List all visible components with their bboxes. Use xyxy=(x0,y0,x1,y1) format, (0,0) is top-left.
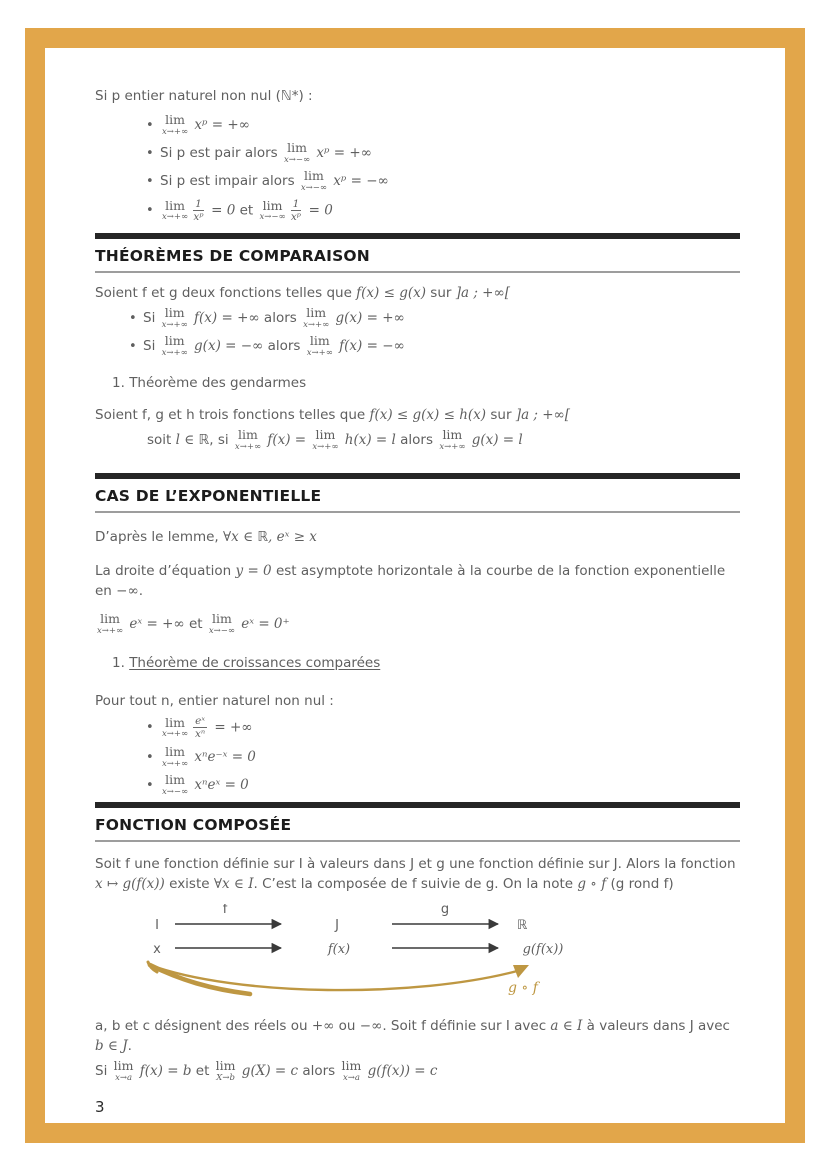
limit-expression xyxy=(162,714,189,740)
text-run: alors xyxy=(395,432,438,449)
paragraph xyxy=(95,527,740,547)
math-run: xⁿe⁻ˣ = 0 xyxy=(190,749,256,766)
limit-subscript: x→−∞ xyxy=(208,625,235,636)
math-run: −∞ xyxy=(116,583,139,600)
bullet-glyph: • xyxy=(146,720,154,736)
fraction-numerator: 1 xyxy=(292,198,300,210)
fraction-denominator: xᵖ xyxy=(290,211,302,224)
text-run: Si xyxy=(143,338,160,355)
math-run: x ↦ g(f(x)) xyxy=(95,876,165,893)
bullet-glyph: • xyxy=(146,145,154,161)
limit-word: lim xyxy=(211,611,232,627)
limit-word: lim xyxy=(164,333,185,349)
text-run: soit xyxy=(147,432,176,449)
gof-label: g ∘ f xyxy=(508,980,538,997)
text-run: Soient f, g et h trois fonctions telles que xyxy=(95,407,370,424)
math-run: ]a ; +∞[ xyxy=(455,285,511,302)
set-I-label: I xyxy=(155,918,159,934)
limit-word: lim xyxy=(165,197,185,213)
limit-word: lim xyxy=(165,772,185,788)
text-run: sur xyxy=(426,285,456,302)
limit-expression xyxy=(307,335,333,357)
limit-subscript: x→a xyxy=(115,1072,133,1083)
math-run: = 0 xyxy=(304,202,333,219)
paragraph xyxy=(95,1016,740,1056)
bullet-content xyxy=(160,746,740,768)
math-run: xᵖ = −∞ xyxy=(329,173,389,189)
bullet-item xyxy=(146,746,740,768)
math-run: f(x) ≤ g(x) xyxy=(356,285,426,302)
limit-subscript: x→+∞ xyxy=(162,758,189,769)
math-run: ∀x ∈ ℝ, eˣ ≥ x xyxy=(223,529,317,546)
math-run: xᵖ = +∞ xyxy=(312,145,372,161)
bullet-content xyxy=(160,198,740,223)
bullet-item xyxy=(129,335,740,357)
fraction xyxy=(193,715,207,740)
limit-subscript: x→−∞ xyxy=(284,154,311,165)
math-run: g(x) = +∞ xyxy=(331,310,405,327)
bullet-item xyxy=(146,715,740,740)
limit-word: lim xyxy=(165,112,185,127)
text-run: Si p est impair alors xyxy=(160,173,299,189)
math-run: ∀x ∈ I xyxy=(213,876,254,893)
math-line xyxy=(95,1060,740,1082)
bullet-item xyxy=(146,774,740,796)
text-run: existe xyxy=(164,876,214,893)
limit-word: lim xyxy=(262,197,283,213)
limit-word: lim xyxy=(315,427,336,443)
limit-word: lim xyxy=(165,744,185,760)
bullet-content xyxy=(160,114,740,136)
limit-expression xyxy=(97,613,123,635)
text-run: alors xyxy=(298,1063,340,1080)
numbered-item xyxy=(95,653,740,673)
text-run: D’après le lemme, xyxy=(95,529,224,546)
bullet-content xyxy=(160,142,740,164)
text-run: Si xyxy=(143,310,160,327)
fx-label: f(x) xyxy=(327,942,351,958)
text-run: Si xyxy=(95,1063,112,1080)
section-top-bar xyxy=(95,473,740,479)
set-J-label: J xyxy=(335,918,339,934)
limit-subscript: x→−∞ xyxy=(300,182,328,193)
math-run: l ∈ ℝ xyxy=(175,432,210,449)
limit-word: lim xyxy=(304,168,324,183)
text-run: a, b et c désignent des réels ou xyxy=(95,1018,312,1035)
limit-subscript: x→+∞ xyxy=(312,441,339,452)
limit-expression xyxy=(303,307,329,329)
limit-expression xyxy=(162,774,188,796)
section-rule xyxy=(95,271,740,273)
paragraph xyxy=(95,86,740,106)
limit-expression xyxy=(162,307,188,329)
bullet-content xyxy=(160,774,740,796)
bullet-content xyxy=(143,307,740,329)
limit-word: lim xyxy=(113,1058,134,1074)
text-run: Soient f et g deux fonctions telles que xyxy=(95,285,357,302)
limit-expression xyxy=(209,613,235,635)
math-line xyxy=(95,613,740,635)
bullet-content xyxy=(160,715,740,740)
text-run: , si xyxy=(209,432,233,449)
bullet-item xyxy=(146,142,740,164)
limit-subscript: x→+∞ xyxy=(161,319,188,330)
bullet-list xyxy=(95,307,740,357)
limit-subscript: x→+∞ xyxy=(162,126,189,137)
math-run: f(x) = +∞ xyxy=(189,310,260,327)
text-run: alors xyxy=(259,310,302,327)
composition-diagram xyxy=(95,904,740,1010)
text-run: Si p entier naturel non nul (ℕ*) : xyxy=(95,88,313,104)
math-run: = 0 xyxy=(206,202,236,219)
text-run: Pour tout n, entier naturel non nul : xyxy=(95,693,334,710)
limit-word: lim xyxy=(164,305,185,321)
paragraph xyxy=(95,429,740,451)
limit-expression xyxy=(284,142,310,164)
limit-expression xyxy=(312,429,338,451)
section-top-bar xyxy=(95,802,740,808)
fraction xyxy=(193,198,204,223)
section-heading: THÉORÈMES DE COMPARAISON xyxy=(95,247,370,266)
limit-subscript: x→−∞ xyxy=(259,212,286,223)
page-number: 3 xyxy=(95,1098,105,1117)
math-run: g(f(x)) = c xyxy=(363,1063,438,1080)
limit-expression xyxy=(162,114,188,136)
section xyxy=(95,802,740,842)
limit-subscript: x→+∞ xyxy=(303,319,330,330)
text-run: ou xyxy=(334,1018,360,1035)
text-run: . xyxy=(138,583,144,600)
section-rule xyxy=(95,840,740,842)
math-run: xⁿeˣ = 0 xyxy=(190,777,249,794)
text-run: Si p est pair alors xyxy=(160,145,282,161)
limit-expression xyxy=(162,197,189,223)
bullet-item xyxy=(146,198,740,223)
numbered-index: 1. xyxy=(112,375,125,392)
text-run: et xyxy=(191,1063,214,1080)
text-run: alors xyxy=(263,338,305,355)
paragraph xyxy=(95,405,740,425)
limit-expression xyxy=(342,1060,362,1082)
paragraph xyxy=(95,854,740,894)
limit-subscript: x→−∞ xyxy=(162,786,189,797)
math-run: g(x) = −∞ xyxy=(189,338,264,355)
limit-expression xyxy=(439,429,465,451)
text-run: et xyxy=(184,616,207,633)
limit-subscript: x→+∞ xyxy=(439,441,466,452)
text-run: . C’est la composée de f suivie de g. On la note xyxy=(253,876,578,893)
limit-expression xyxy=(162,335,188,357)
paragraph xyxy=(95,691,740,711)
g-arrow-label: g xyxy=(440,904,450,918)
composition-diagram-svg xyxy=(95,904,595,1006)
limit-subscript: x→+∞ xyxy=(306,347,333,358)
math-run: eˣ = 0⁺ xyxy=(236,616,290,633)
limit-word: lim xyxy=(442,427,463,443)
section-top-bar xyxy=(95,233,740,239)
text-run: et xyxy=(235,202,258,219)
math-run: eˣ = +∞ xyxy=(125,616,185,633)
limit-expression xyxy=(114,1060,134,1082)
text-run: sur xyxy=(486,407,516,424)
f-arrow-label: f xyxy=(222,904,228,918)
limit-expression xyxy=(301,170,327,192)
bullet-glyph: • xyxy=(146,749,154,765)
section-heading: FONCTION COMPOSÉE xyxy=(95,816,292,835)
math-run: f(x) = −∞ xyxy=(334,338,405,355)
gfx-label: g(f(x)) xyxy=(522,942,564,958)
text-run: . xyxy=(127,1038,132,1055)
text-run: à valeurs dans J avec xyxy=(582,1018,730,1035)
paragraph xyxy=(95,561,740,601)
limit-word: lim xyxy=(238,427,258,443)
math-run: g(x) = l xyxy=(467,432,523,449)
limit-subscript: x→a xyxy=(342,1072,360,1083)
text-run: La droite d’équation xyxy=(95,563,236,580)
section xyxy=(95,233,740,273)
section xyxy=(95,473,740,513)
math-run: = +∞ xyxy=(210,719,253,736)
limit-word: lim xyxy=(309,333,330,349)
numbered-label: Théorème des gendarmes xyxy=(129,375,307,392)
bullet-glyph: • xyxy=(146,117,154,133)
fraction-numerator: eˣ xyxy=(195,715,206,728)
x-element-label: x xyxy=(153,942,161,958)
bullet-item xyxy=(146,170,740,192)
bullet-list xyxy=(95,114,740,223)
document-content xyxy=(95,86,740,1116)
limit-expression xyxy=(216,1060,236,1082)
fraction-denominator: xⁿ xyxy=(195,728,206,741)
text-run: . Soit f définie sur I avec xyxy=(382,1018,551,1035)
math-run: −∞ xyxy=(359,1018,383,1035)
bullet-glyph: • xyxy=(129,310,137,326)
bullet-glyph: • xyxy=(146,203,154,219)
math-run: ]a ; +∞[ xyxy=(515,407,571,424)
bullet-item xyxy=(146,114,740,136)
bullet-glyph: • xyxy=(146,173,154,189)
limit-word: lim xyxy=(215,1058,236,1074)
section-rule xyxy=(95,511,740,513)
limit-expression xyxy=(259,197,286,223)
math-run: g(X) = c xyxy=(237,1063,299,1080)
bullet-content xyxy=(143,335,740,357)
limit-subscript: X→b xyxy=(216,1072,235,1083)
limit-word: lim xyxy=(306,305,327,321)
bullet-glyph: • xyxy=(146,777,154,793)
math-run: a ∈ I xyxy=(550,1018,583,1035)
text-run: (g rond f) xyxy=(606,876,674,893)
text-run: est asymptote horizontale à la courbe de la fonction exponentielle en xyxy=(95,563,726,600)
limit-subscript: x→+∞ xyxy=(97,625,124,636)
limit-subscript: x→+∞ xyxy=(162,212,189,223)
set-R-label: ℝ xyxy=(516,918,528,934)
limit-word: lim xyxy=(165,714,185,730)
math-run: h(x) = l xyxy=(340,432,396,449)
numbered-item xyxy=(95,373,740,393)
limit-subscript: x→+∞ xyxy=(234,441,262,452)
math-run: f(x) = b xyxy=(135,1063,192,1080)
limit-word: lim xyxy=(100,611,120,627)
fraction xyxy=(291,198,302,223)
bullet-glyph: • xyxy=(129,338,137,354)
paragraph xyxy=(95,283,740,303)
bullet-item xyxy=(129,307,740,329)
bullet-list xyxy=(95,715,740,796)
limit-expression xyxy=(235,429,261,451)
fraction-denominator: xᵖ xyxy=(193,211,204,224)
math-run: g ∘ f xyxy=(577,876,607,893)
limit-word: lim xyxy=(341,1058,362,1074)
math-run: f(x) = xyxy=(263,432,311,449)
limit-word: lim xyxy=(287,140,307,155)
limit-expression xyxy=(162,746,188,768)
math-run: b ∈ J xyxy=(95,1038,128,1055)
bullet-content xyxy=(160,170,740,192)
math-run: +∞ xyxy=(311,1018,335,1035)
math-run: y = 0 xyxy=(235,563,272,580)
section-heading: CAS DE L’EXPONENTIELLE xyxy=(95,487,322,506)
math-run: f(x) ≤ g(x) ≤ h(x) xyxy=(369,407,487,424)
numbered-index: 1. xyxy=(112,655,125,672)
math-run: xᵖ = +∞ xyxy=(190,117,250,133)
fraction-numerator: 1 xyxy=(195,198,202,210)
text-run: Soit f une fonction définie sur I à valeurs dans J et g une fonction définie sur J. Alors la fonction xyxy=(95,856,736,873)
limit-subscript: x→+∞ xyxy=(162,729,189,740)
numbered-label: Théorème de croissances comparées xyxy=(129,655,381,672)
limit-subscript: x→+∞ xyxy=(161,347,188,358)
